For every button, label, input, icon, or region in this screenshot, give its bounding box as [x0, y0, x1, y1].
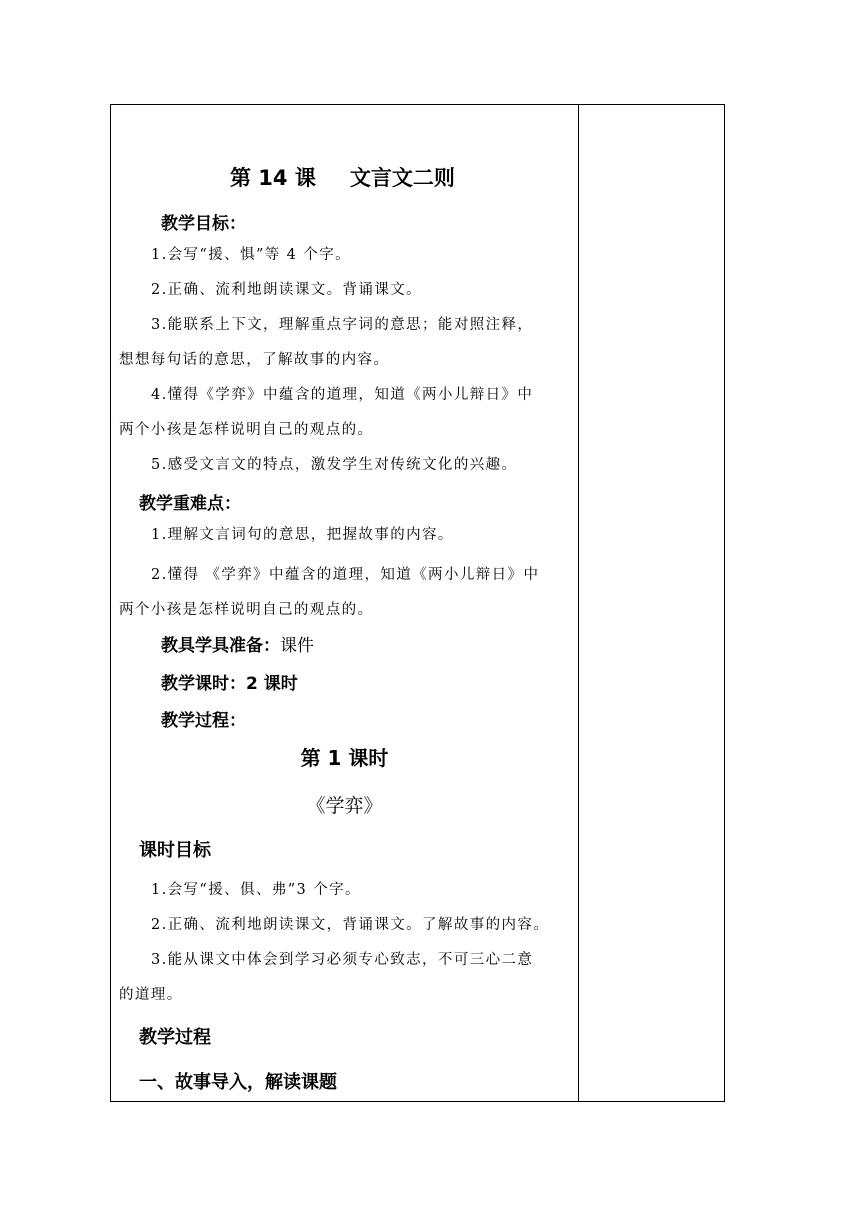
session-process-heading: 教学过程	[139, 1027, 211, 1048]
session-objective-item: 1.会写“援、俱、弗”3 个字。	[151, 882, 361, 898]
session-objective-item: 的道理。	[119, 987, 183, 1003]
objective-item: 2.正确、流利地朗读课文。背诵课文。	[151, 282, 423, 298]
key-points-heading: 教学重难点：	[139, 494, 241, 514]
notes-cell	[579, 105, 724, 1101]
objective-item: 5.感受文言文的特点，激发学生对传统文化的兴趣。	[151, 457, 518, 473]
key-point-item: 1.理解文言词句的意思，把握故事的内容。	[151, 527, 454, 543]
session-heading: 第 1 课时	[300, 746, 389, 770]
objective-item: 两个小孩是怎样说明自己的观点的。	[119, 422, 374, 438]
lesson-content-cell	[111, 105, 578, 1101]
session-objective-item: 3.能从课文中体会到学习必须专心致志，不可三心二意	[151, 952, 534, 968]
objective-item: 1.会写“援、惧”等 4 个字。	[151, 247, 352, 263]
lesson-name: 文言文二则	[349, 166, 455, 190]
objective-item: 4.懂得《学弈》中蕴含的道理，知道《两小儿辩日》中	[151, 387, 534, 403]
key-point-item: 两个小孩是怎样说明自己的观点的。	[119, 602, 374, 618]
session-subtitle: 《学弈》	[306, 795, 383, 817]
lesson-title	[230, 162, 455, 192]
process-heading: 教学过程：	[161, 711, 246, 731]
preparation-line	[161, 631, 314, 656]
class-hours-line: 教学课时：2 课时	[161, 674, 298, 694]
key-point-item: 2.懂得 《学弈》中蕴含的道理，知道《两小儿辩日》中	[151, 567, 540, 583]
lesson-plan-table	[110, 104, 725, 1102]
objective-item: 想想每句话的意思，了解故事的内容。	[119, 352, 390, 368]
session-objectives-heading: 课时目标	[139, 840, 211, 861]
preparation-value: 课件	[280, 636, 314, 656]
step-one-heading: 一、故事导入，解读课题	[139, 1072, 337, 1093]
objective-item: 3.能联系上下文，理解重点字词的意思；能对照注释，	[151, 317, 534, 333]
lesson-number: 第 14 课	[230, 166, 316, 190]
objectives-heading: 教学目标：	[161, 214, 246, 234]
session-objective-item: 2.正确、流利地朗读课文，背诵课文。了解故事的内容。	[151, 917, 550, 933]
preparation-label: 教具学具准备：	[161, 636, 280, 656]
